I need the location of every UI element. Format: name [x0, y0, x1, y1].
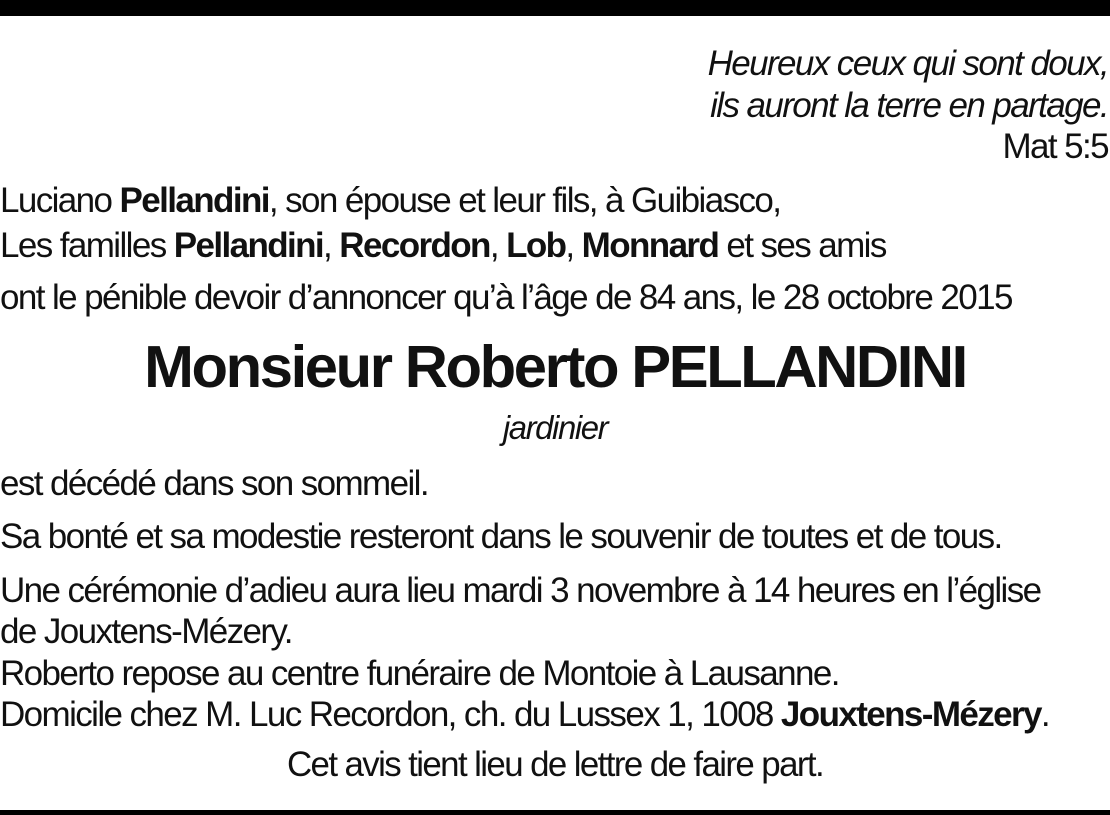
- family-name-monnard: Monnard: [581, 226, 719, 265]
- family-line-2-lead: Les familles: [0, 226, 174, 265]
- epigraph-line-1: Heureux ceux qui sont doux,: [707, 44, 1108, 83]
- deceased-profession: jardinier: [502, 409, 608, 446]
- family-separator: ,: [489, 226, 507, 265]
- closing-note: Cet avis tient lieu de lettre de faire part.: [286, 745, 824, 784]
- epigraph-reference: Mat 5:5: [1002, 127, 1108, 166]
- family-line-2: [0, 228, 886, 263]
- ceremony-line-2: de Jouxtens-Mézery.: [0, 612, 292, 651]
- announcement-text: ont le pénible devoir d’annoncer qu’à l’âge de 84 ans, le 28 octobre 2015: [0, 278, 1012, 317]
- family-name-pellandini: Pellandini: [173, 226, 324, 265]
- address-lead: Domicile chez M. Luc Recordon, ch. du Lussex 1, 1008: [0, 695, 781, 734]
- family-surname: Pellandini: [119, 181, 269, 220]
- family-name-lob: Lob: [506, 226, 566, 265]
- family-line-1: [0, 183, 780, 218]
- death-statement: est décédé dans son sommeil.: [0, 464, 428, 503]
- family-separator: ,: [565, 226, 582, 265]
- family-separator: ,: [323, 226, 340, 265]
- family-line-1-rest: , son épouse et leur fils, à Guibiasco,: [268, 181, 781, 220]
- family-line-2-rest: et ses amis: [718, 226, 886, 265]
- ceremony-line-1: Une cérémonie d’adieu aura lieu mardi 3 novembre à 14 heures en l’église: [0, 571, 1041, 610]
- bottom-border-rule: [0, 810, 1110, 815]
- family-name-recordon: Recordon: [339, 226, 490, 265]
- address-line: [0, 697, 1049, 732]
- address-end: .: [1040, 695, 1050, 734]
- deceased-name: Monsieur Roberto PELLANDINI: [144, 333, 966, 400]
- remembrance-text: Sa bonté et sa modestie resteront dans le souvenir de toutes et de tous.: [0, 517, 1002, 556]
- family-line-1-lead: Luciano: [0, 181, 120, 220]
- resting-place-text: Roberto repose au centre funéraire de Montoie à Lausanne.: [0, 654, 839, 693]
- epigraph-line-2: ils auront la terre en partage.: [710, 86, 1108, 125]
- address-locality: Jouxtens-Mézery: [780, 695, 1041, 734]
